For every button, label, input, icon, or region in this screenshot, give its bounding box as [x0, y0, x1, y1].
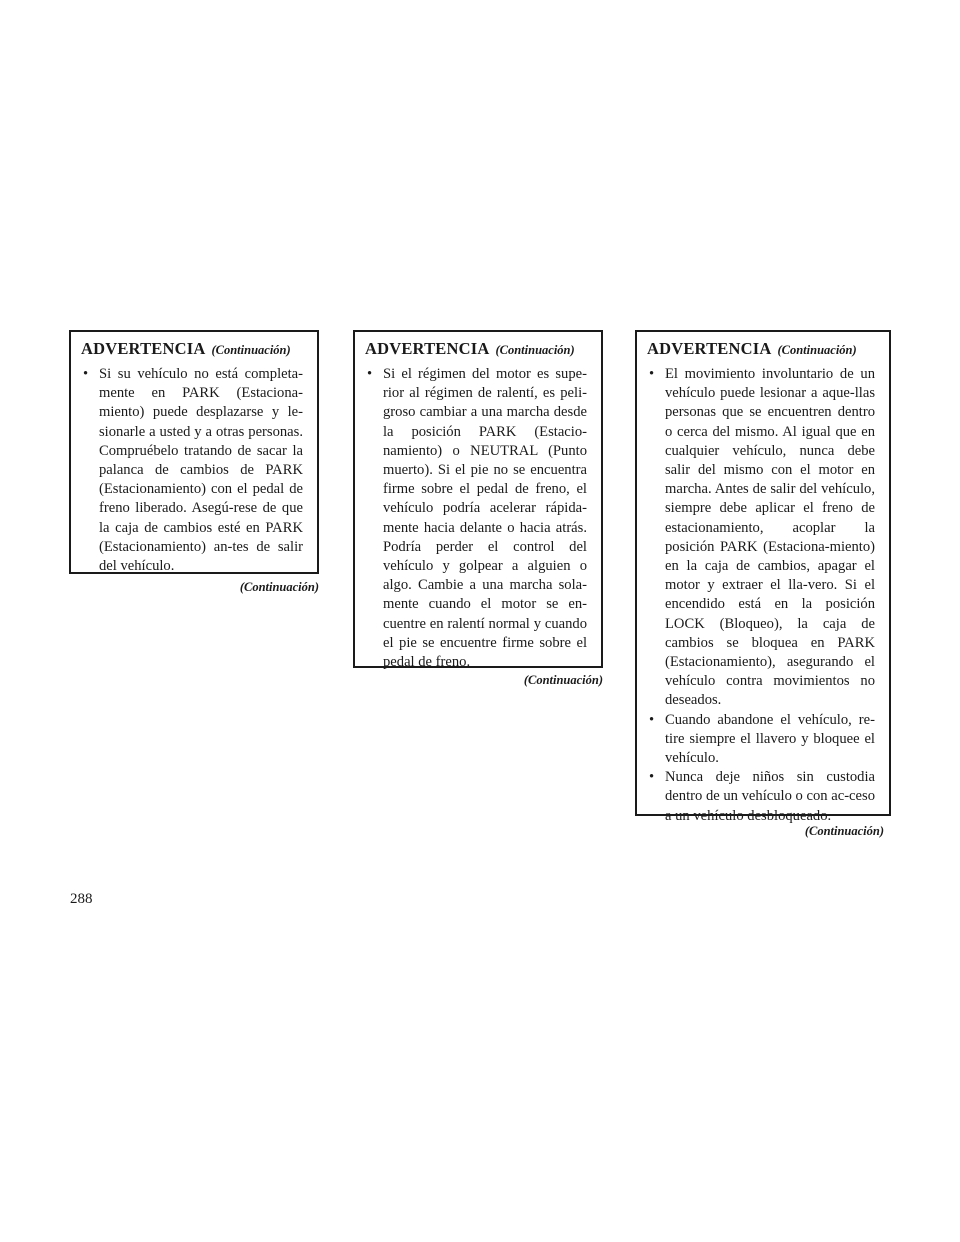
warning-list	[365, 365, 587, 672]
warning-continued-label: (Continuación)	[777, 343, 857, 357]
warning-header	[81, 339, 303, 359]
warning-item-text: Si el régimen del motor es supe-rior al régimen de ralentí, es peli-groso cambiar a una marcha desde la posición PARK (Estacio-namiento) o NEUTRAL (Punto muerto). Si el pie no se encuentra firme sobre el pedal de freno, el vehículo podría acelerar rápida-mente hacia delante o hacia atrás. Podría perder el control del vehículo y golpear a alguien o algo. Cambie a una marcha sola-mente cuando el motor se en-cuentre en ralentí normal y cuando el pie se encuentre firme sobre el pedal de freno.	[383, 366, 587, 671]
bullet-icon: •	[83, 366, 89, 382]
continued-footer-1: (Continuación)	[239, 580, 319, 594]
bullet-icon: •	[649, 711, 655, 728]
warning-header	[647, 339, 875, 359]
warning-title: ADVERTENCIA	[81, 339, 206, 358]
warning-item-text: Nunca deje niños sin custodia dentro de un vehículo o con ac-ceso a un vehículo desbloqueado.	[665, 769, 875, 824]
warning-list	[647, 365, 875, 826]
warning-list	[81, 365, 303, 576]
warning-header	[365, 339, 587, 359]
warning-continued-label: (Continuación)	[211, 343, 291, 357]
continued-footer-3: (Continuación)	[804, 824, 884, 838]
page-number: 288	[70, 891, 93, 907]
warning-box-1	[69, 330, 319, 574]
warning-item-text: Si su vehículo no está completa-mente en PARK (Estaciona-miento) puede desplazarse y le-sionarle a usted y a otras personas. Compruébelo tratando de sacar la palanca de cambios de PARK (Estacionamiento) con el pedal de freno liberado. Asegú-rese de que la caja de cambios esté en PARK (Estacionamiento) an-tes de salir del vehículo.	[99, 366, 303, 575]
warning-item	[365, 365, 587, 672]
warning-continued-label: (Continuación)	[495, 343, 575, 357]
warning-title: ADVERTENCIA	[647, 339, 772, 358]
continued-footer-2: (Continuación)	[523, 673, 603, 687]
warning-item	[81, 365, 303, 576]
warning-box-2	[353, 330, 603, 671]
warning-box-3	[635, 330, 891, 824]
warning-item	[647, 711, 875, 769]
bullet-icon: •	[649, 366, 655, 382]
warning-title: ADVERTENCIA	[365, 339, 490, 358]
bullet-icon: •	[649, 769, 655, 786]
bullet-icon: •	[367, 366, 373, 382]
warning-item-text: Cuando abandone el vehículo, re-tire siempre el llavero y bloquee el vehículo.	[665, 711, 875, 767]
warning-item	[647, 365, 875, 711]
warning-item-text: El movimiento involuntario de un vehículo puede lesionar a aque-llas personas que se encuentren dentro o cerca del mismo. Al igual que en cualquier vehículo, nunca debe salir del mismo con el motor en marcha. Antes de salir del vehículo, siempre debe aplicar el freno de estacionamiento, acoplar la posición PARK (Estaciona-miento) en la caja de cambios, apagar el motor y extraer el lla-vero. Si el encendido está en la posición LOCK (Bloqueo), la caja de cambios se bloquea en PARK (Estacionamiento), asegurando el vehículo contra movimientos no deseados.	[665, 366, 875, 709]
warning-item	[647, 768, 875, 826]
